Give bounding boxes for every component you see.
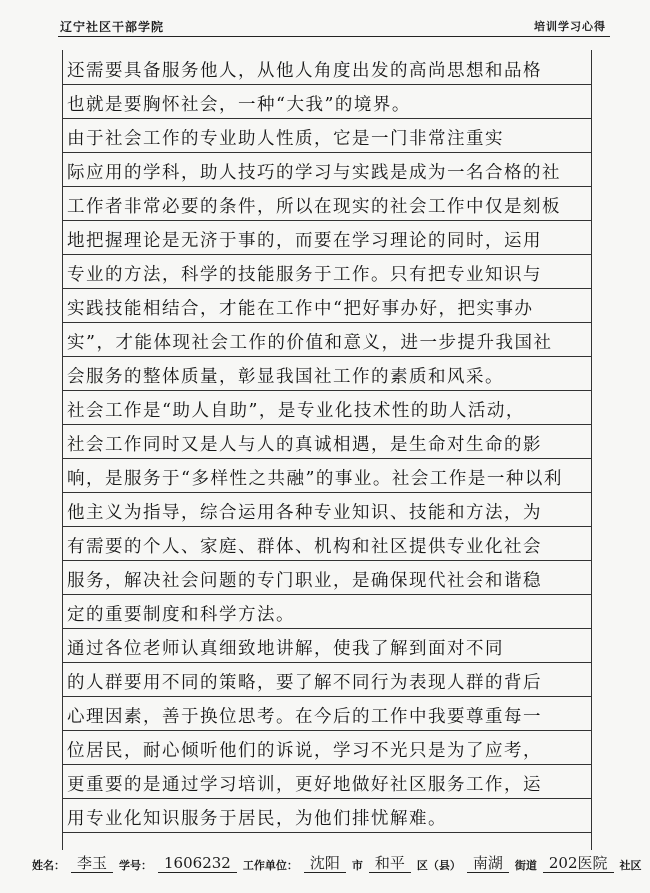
document-title: 培训学习心得 <box>534 20 606 33</box>
writing-line <box>63 390 591 425</box>
writing-line <box>63 254 591 289</box>
student-id-value: 1606232 <box>158 854 237 873</box>
handwritten-line-text: 服务，解决社会问题的专门职业，是确保现代社会和谐稳 <box>67 571 542 591</box>
writing-line <box>63 50 591 85</box>
handwritten-line-text: 位居民，耐心倾听他们的诉说，学习不光只是为了应考， <box>67 741 542 761</box>
handwritten-line-text: 有需要的个人、家庭、群体、机构和社区提供专业化社会 <box>67 537 542 557</box>
work-unit-label: 工作单位： <box>242 859 298 872</box>
handwritten-line-text: 会服务的整体质量，彰显我国社工作的素质和风采。 <box>67 367 504 387</box>
student-info-footer <box>32 854 642 873</box>
handwritten-line-text: 专业的方法，科学的技能服务于工作。只有把专业知识与 <box>67 265 542 285</box>
handwritten-line-text: 实”，才能体现社会工作的价值和意义，进一步提升我国社 <box>67 333 553 353</box>
writing-line <box>63 356 591 391</box>
handwritten-line-text: 通过各位老师认真细致地讲解，使我了解到面对不同 <box>67 639 504 659</box>
community-label: 社区 <box>619 859 642 872</box>
handwritten-line-text: 定的重要制度和科学方法。 <box>67 605 295 625</box>
handwritten-line-text: 更重要的是通过学习培训，更好地做好社区服务工作，运 <box>67 775 542 795</box>
district-value: 和平 <box>369 854 411 873</box>
writing-line <box>63 118 591 153</box>
student-id-label: 学号： <box>119 859 153 872</box>
handwritten-line-text: 响，是服务于“多样性之共融”的事业。社会工作是一种以利 <box>67 469 563 489</box>
writing-line <box>63 152 591 187</box>
city-value: 沈阳 <box>304 854 346 873</box>
writing-line <box>63 798 591 833</box>
handwritten-line-text: 的人群要用不同的策略，要了解不同行为表现人群的背后 <box>67 673 542 693</box>
handwritten-line-text: 地把握理论是无济于事的，而要在学习理论的同时，运用 <box>67 231 542 251</box>
name-value: 李玉 <box>71 854 113 873</box>
writing-line <box>63 628 591 663</box>
header-divider <box>58 36 610 37</box>
writing-line <box>63 424 591 459</box>
handwritten-line-text: 社会工作同时又是人与人的真诚相遇，是生命对生命的影 <box>67 435 542 455</box>
handwritten-line-text: 心理因素，善于换位思考。在今后的工作中我要尊重每一 <box>67 707 542 727</box>
writing-line <box>63 526 591 561</box>
handwritten-line-text: 由于社会工作的专业助人性质，它是一门非常注重实 <box>67 129 504 149</box>
writing-line <box>63 458 591 493</box>
community-value: 202医院 <box>543 854 614 873</box>
writing-line <box>63 84 591 119</box>
handwritten-line-text: 用专业化知识服务于居民，为他们排忧解难。 <box>67 809 447 829</box>
handwritten-line-text: 他主义为指导，综合运用各种专业知识、技能和方法，为 <box>67 503 542 523</box>
handwritten-line-text: 还需要具备服务他人，从他人角度出发的高尚思想和品格 <box>67 61 542 81</box>
city-label: 市 <box>351 859 363 872</box>
writing-line <box>63 322 591 357</box>
writing-line <box>63 764 591 799</box>
writing-line <box>63 662 591 697</box>
handwritten-line-text: 际应用的学科，助人技巧的学习与实践是成为一名合格的社 <box>67 163 561 183</box>
writing-line <box>63 186 591 221</box>
institution-title: 辽宁社区干部学院 <box>60 20 165 34</box>
street-label: 街道 <box>514 859 537 872</box>
handwritten-line-text: 也就是要胸怀社会，一种“大我”的境界。 <box>67 95 411 115</box>
writing-line <box>63 594 591 629</box>
district-label: 区（县） <box>416 859 461 872</box>
writing-line <box>63 560 591 595</box>
handwritten-line-text: 社会工作是“助人自助”，是专业化技术性的助人活动， <box>67 401 525 421</box>
writing-line <box>63 220 591 255</box>
writing-line <box>63 730 591 765</box>
street-value: 南湖 <box>467 854 509 873</box>
handwritten-line-text: 工作者非常必要的条件，所以在现实的社会工作中仅是刻板 <box>67 197 561 217</box>
writing-line <box>63 696 591 731</box>
writing-line <box>63 288 591 323</box>
name-label: 姓名： <box>32 859 65 872</box>
lined-writing-grid <box>62 50 592 850</box>
writing-line <box>63 492 591 527</box>
handwritten-line-text: 实践技能相结合，才能在工作中“把好事办好，把实事办 <box>67 299 534 319</box>
